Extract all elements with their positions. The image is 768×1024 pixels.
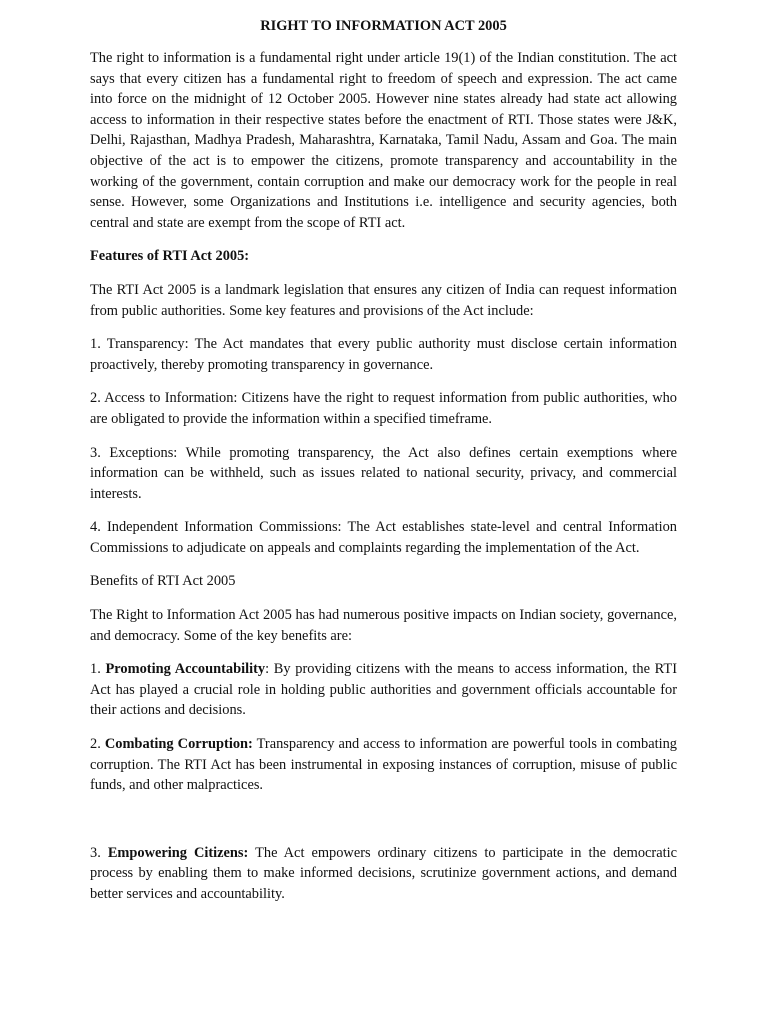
benefits-heading: Benefits of RTI Act 2005 [90, 573, 236, 590]
benefit-term: Combating Corruption: [104, 736, 253, 753]
benefit-item-empowering [90, 843, 677, 905]
benefits-intro-paragraph: The Right to Information Act 2005 has had numerous positive impacts on Indian society, governance, and democracy. Some of the key benefits are: [90, 607, 677, 644]
benefit-item-corruption [90, 734, 677, 796]
feature-item-access: 2. Access to Information: Citizens have the right to request information from public authorities, who are obligated to provide the information within a specified timeframe. [90, 390, 677, 427]
benefit-text: : By providing citizens with the means to access information, the RTI Act has played a crucial role in holding public authorities and government officials accountable for their actions and decisions. [90, 661, 677, 719]
features-heading: Features of RTI Act 2005: [90, 248, 250, 265]
blank-space [90, 809, 677, 843]
benefit-term: Empowering Citizens: [107, 844, 249, 861]
feature-item-commissions: 4. Independent Information Commissions: The Act establishes state-level and central Information Commissions to adjudicate on appeals and complaints regarding the implementation of the Act. [90, 519, 677, 556]
benefit-text: Transparency and access to information are powerful tools in combating corruption. The RTI Act has been instrumental in exposing instances of corruption, misuse of public funds, and other malpractices. [90, 736, 678, 794]
intro-paragraph: The right to information is a fundamental right under article 19(1) of the Indian constitution. The act says that every citizen has a fundamental right to freedom of speech and expression. The act came into force on the midnight of 12 October 2005. However nine states already had state act allowing access to information in their respective states before the enactment of RTI. Those states were J&K, Delhi, Rajasthan, Madhya Pradesh, Maharashtra, Karnataka, Tamil Nadu, Assam and Goa. The main objective of the act is to empower the citizens, promote transparency and accountability in the working of the government, contain corruption and make our democracy work for the people in real sense. However, some Organizations and Institutions i.e. intelligence and security agencies, both central and state are exempt from the scope of RTI act. [90, 50, 677, 231]
document-page [90, 15, 677, 918]
feature-item-transparency: 1. Transparency: The Act mandates that every public authority must disclose certain information proactively, thereby promoting transparency in governance. [90, 336, 677, 373]
benefit-item-accountability [90, 659, 677, 721]
benefit-text: The Act empowers ordinary citizens to participate in the democratic process by enabling them to make informed decisions, scrutinize government actions, and demand better services and accountability. [90, 844, 677, 902]
benefit-term: Promoting Accountability [105, 661, 266, 678]
benefit-number: 3. [90, 844, 108, 861]
benefit-number: 2. [90, 736, 105, 753]
features-intro-paragraph: The RTI Act 2005 is a landmark legislation that ensures any citizen of India can request information from public authorities. Some key features and provisions of the Act include: [90, 281, 677, 319]
feature-item-exceptions: 3. Exceptions: While promoting transparency, the Act also defines certain exemptions where information can be withheld, such as issues related to national security, privacy, and commercial interests. [90, 444, 677, 502]
benefit-number: 1. [90, 661, 106, 678]
document-title: RIGHT TO INFORMATION ACT 2005 [260, 18, 507, 34]
